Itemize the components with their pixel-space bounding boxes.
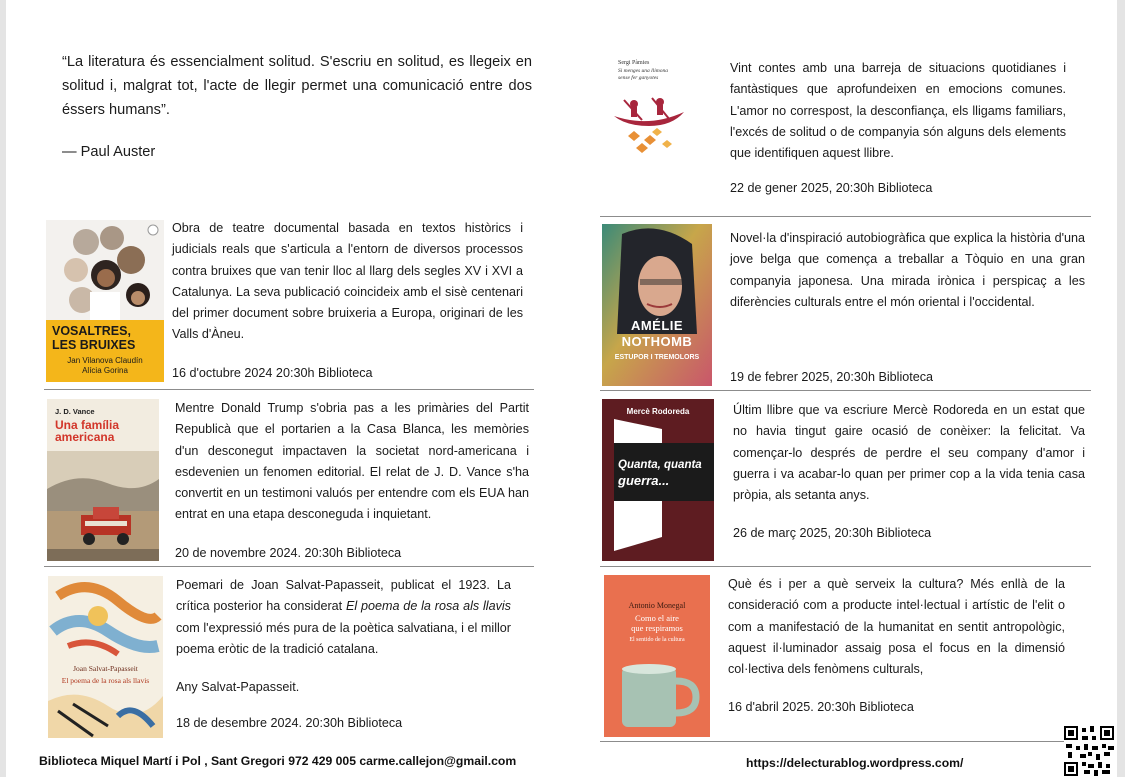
cover-author: J. D. Vance [55,407,95,416]
cover-author-line2: Alícia Gorina [82,366,128,375]
cover-title-line2: LES BRUIXES [52,338,136,352]
book-date: 16 d'abril 2025. 20:30h Biblioteca [728,700,914,714]
book-description: Novel·la d'inspiració autobiogràfica que explica la història d'una jove belga que comença a treballar a Tòquio en una gran companyia japonesa. Una mirada irònica i perspicaç a les diferències culturals entre el món oriental i l'occidental. [730,231,1085,309]
book-date: 16 d'octubre 2024 20:30h Biblioteca [172,366,373,380]
book-cover-quanta-quanta-guerra [602,399,714,561]
cover-title-line1: Quanta, quanta [618,459,702,471]
book-description: Mentre Donald Trump s'obria pas a les primàries del Partit Republicà que el portarien a la Casa Blanca, les memòries d'un desconegut impactaven la societat nord-americana i esdevenien un fenomen editorial. El relat de J. D. Vance s'ha convertit en un testimoni valuós per entendre com els EUA han entrat en una etapa desconeguda i inquietant. [175,401,529,522]
description-part1: Poemari de Joan Salvat-Papasseit, publicat el 1923. La crítica posterior ha considerat [176,578,511,614]
quote-author: — Paul Auster [62,144,156,160]
book-description: Què és i per a què serveix la cultura? Més enllà de la consideració com a producte intel·lectual i artístic de l'elit o com a manifestació de la humanitat en sentit antropològic, aquest il·luminador assaig posa el focus en la dimensió col·lectiva dels fenòmens culturals, [728,577,1065,677]
divider [600,741,1091,742]
book-date: 26 de març 2025, 20:30h Biblioteca [733,526,932,540]
footer-website-link[interactable]: https://delecturablog.wordpress.com/ [746,756,964,770]
description-italic-title: El poema de la rosa als llavis [345,599,511,614]
book-cover-el-poema-de-la-rosa-als-llavis [48,576,163,738]
page [6,0,1117,777]
cover-title: El poema de la rosa als llavis [61,676,150,685]
cover-subtitle: El sentido de la cultura [629,637,685,643]
abstract-figures-illustration [48,576,163,738]
canoe-illustration [612,86,686,158]
cover-author-line2: NOTHOMB [621,334,693,349]
book-description [176,575,511,660]
book-date: 19 de febrer 2025, 20:30h Biblioteca [730,370,934,384]
cover-author: Sergi Pàmies [618,60,650,66]
book-date: 18 de desembre 2024. 20:30h Biblioteca [176,716,403,730]
book-cover-como-el-aire-que-respiramos [604,575,710,737]
cover-title-line2: americana [55,430,115,444]
book-date: 22 de gener 2025, 20:30h Biblioteca [730,181,933,195]
cover-title-line2: sense fer ganyotes [618,74,659,81]
book-cover-si-menges-una-llimona [612,58,686,158]
cover-title-line2: que respiramos [631,623,683,633]
book-description: Últim llibre que va escriure Mercè Rodoreda en un estat que no havia tingut gaire ocasió de conèixer: la felicitat. Va començar-lo després de perdre el seu company d'amor i guerra i va acabar-lo quan per primer cop a la vida tenia casa pròpia, als setanta anys. [733,403,1085,503]
divider [44,566,534,567]
book-description: Vint contes amb una barreja de situacions quotidianes i fantàstiques que aprofundeixen en emocions comunes. L'amor no correspost, la desconfiança, els lligams familiars, l'excés de solitud o de companyia són alguns dels elements que identifiquen aquest llibre. [730,61,1066,161]
footer-library-contact: Biblioteca Miquel Martí i Pol , Sant Gregori 972 429 005 carme.callejon@gmail.com [39,754,517,768]
cover-title-line1: Si menges una llimona [618,68,668,74]
divider [600,566,1091,567]
qr-code-icon[interactable] [1064,726,1114,776]
cover-title-line1: Una família [55,418,120,432]
cover-author-line1: Jan Vilanova Claudín [67,356,143,365]
cover-author: Joan Salvat-Papasseit [73,664,138,673]
book-cover-vosaltres-les-bruixes [46,220,164,382]
women-photo-illustration [46,220,164,320]
description-part2: com l'expressió més pura de la poètica salvatiana, i el millor poema eròtic de la tradició catalana. [176,620,511,656]
book-cover-una-familia-americana [47,399,159,561]
divider [44,389,534,390]
divider [600,390,1091,391]
cover-title: ESTUPOR I TREMOLORS [614,354,700,361]
quote-text: “La literatura és essencialment solitud. S'escriu en solitud, es llegeix en solitud i, malgrat tot, l'acte de llegir permet una comunicació entre dos éssers humans”. [62,54,532,118]
mug-illustration [604,657,710,737]
red-truck-illustration [47,451,159,561]
cover-author: Mercè Rodoreda [626,407,690,416]
cover-author-line1: AMÉLIE [630,318,684,333]
cover-title-line1: Como el aire [635,613,679,623]
book-date: 20 de novembre 2024. 20:30h Biblioteca [175,546,402,560]
cover-author: Antonio Monegal [628,601,686,610]
cover-title-line1: VOSALTRES, [52,324,131,338]
cover-title-line2: guerra... [618,473,670,488]
book-cover-estupor-i-tremolors [602,224,712,386]
divider [600,216,1091,217]
book-extra-note: Any Salvat-Papasseit. [176,680,300,694]
portrait-illustration [602,224,712,386]
book-description: Obra de teatre documental basada en textos històrics i judicials reals que s'articula a l'entorn de diversos processos contra bruixes que van tenir lloc al llarg dels segles XV i XVI a Catalunya. La seva publicació coincideix amb el sisè centenari del primer document sobre bruixeria a Europa, originari de les Valls d'Àneu. [172,221,523,342]
